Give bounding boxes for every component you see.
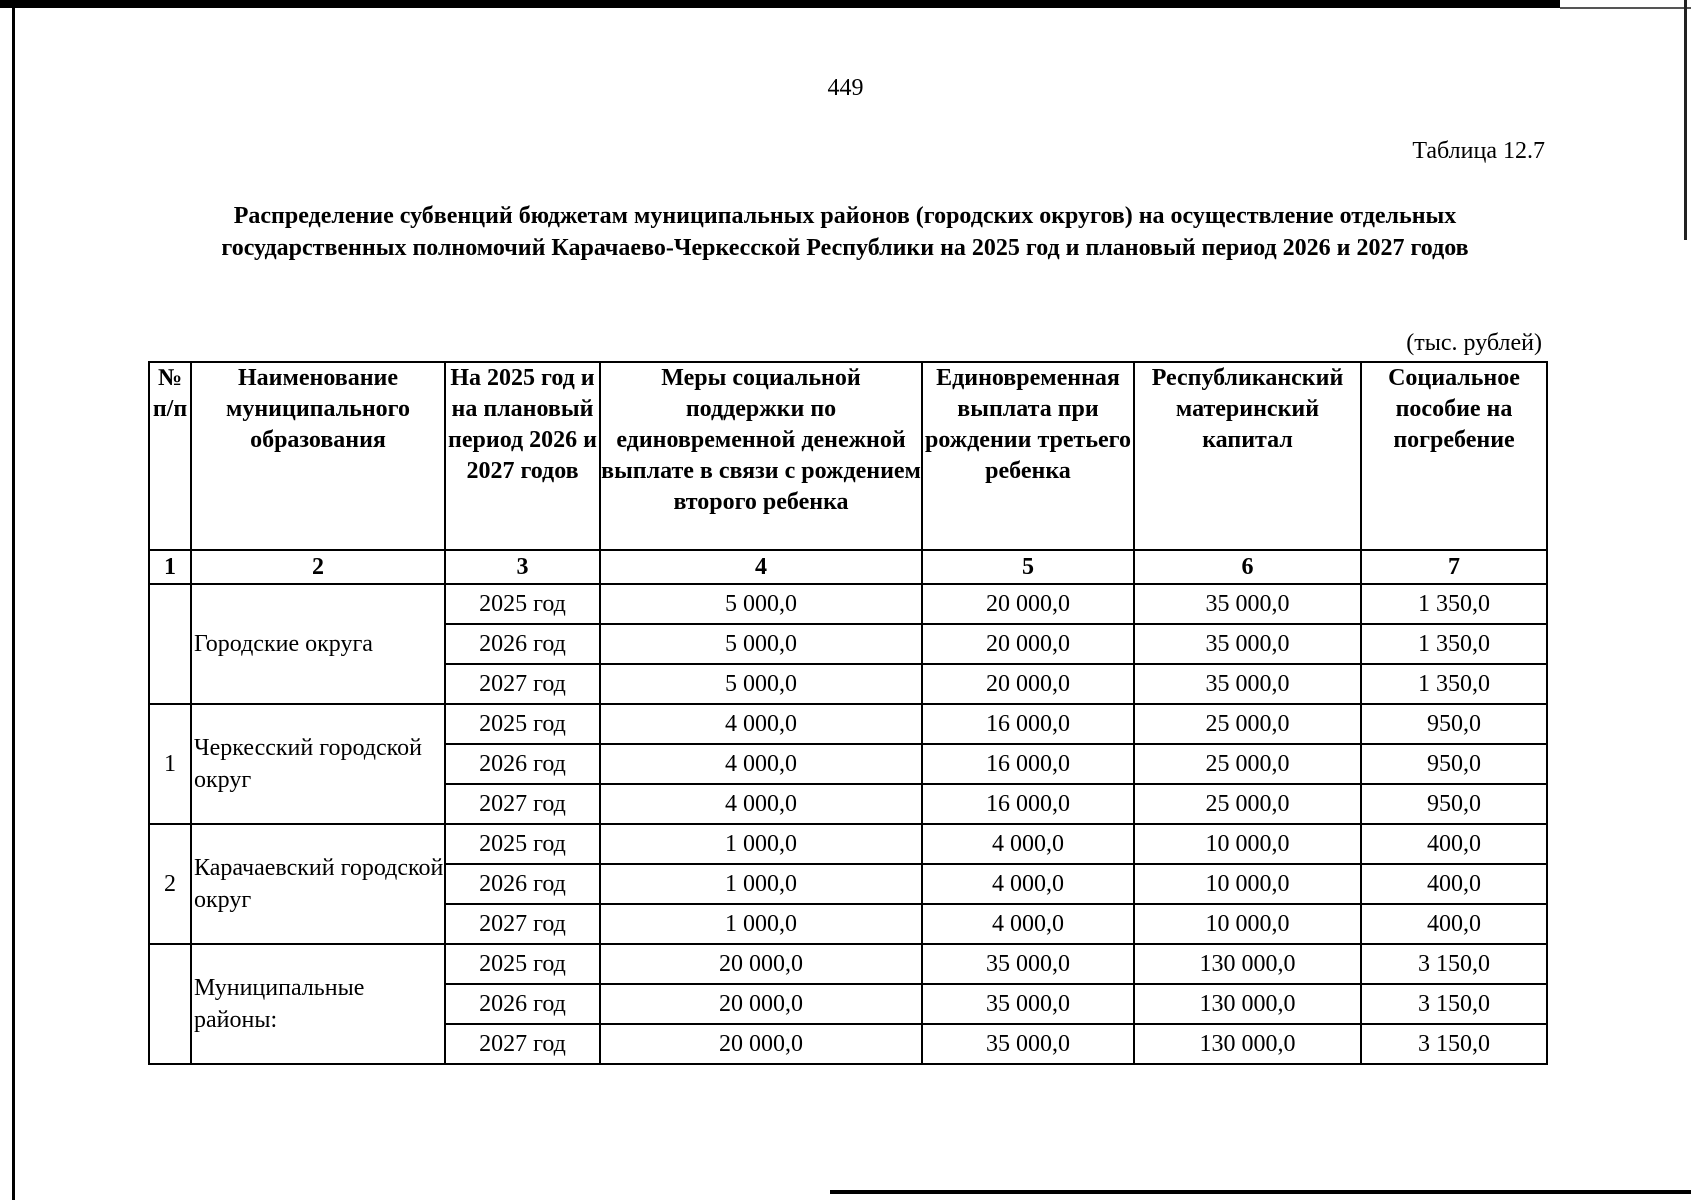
year-cell: 2025 год: [445, 824, 600, 864]
subvention-table: [148, 361, 1548, 1065]
value-cell: 1 000,0: [600, 824, 922, 864]
year-cell: 2025 год: [445, 584, 600, 624]
page-number: 449: [827, 75, 864, 101]
value-cell: 400,0: [1361, 904, 1547, 944]
column-number: 2: [191, 550, 445, 584]
value-cell: 4 000,0: [600, 704, 922, 744]
value-cell: 5 000,0: [600, 664, 922, 704]
value-cell: 4 000,0: [922, 824, 1134, 864]
scan-bottom-edge: [830, 1190, 1691, 1194]
scan-top-edge: [0, 0, 1560, 8]
value-cell: 950,0: [1361, 744, 1547, 784]
value-cell: 35 000,0: [922, 984, 1134, 1024]
scan-right-edge: [1684, 0, 1687, 240]
scan-top-edge-thin: [1560, 7, 1691, 9]
header-cell: № п/п: [149, 362, 191, 550]
value-cell: 16 000,0: [922, 784, 1134, 824]
value-cell: 1 350,0: [1361, 584, 1547, 624]
value-cell: 25 000,0: [1134, 744, 1361, 784]
value-cell: 20 000,0: [922, 664, 1134, 704]
value-cell: 1 350,0: [1361, 624, 1547, 664]
year-cell: 2027 год: [445, 1024, 600, 1064]
value-cell: 950,0: [1361, 704, 1547, 744]
header-cell: Социальное пособие на погребение: [1361, 362, 1547, 550]
value-cell: 20 000,0: [600, 984, 922, 1024]
table-row: [149, 704, 1547, 744]
value-cell: 130 000,0: [1134, 1024, 1361, 1064]
year-cell: 2027 год: [445, 664, 600, 704]
header-cell: Республиканский материнский капитал: [1134, 362, 1361, 550]
year-cell: 2026 год: [445, 624, 600, 664]
units-label: (тыс. рублей): [1406, 330, 1542, 356]
value-cell: 400,0: [1361, 824, 1547, 864]
value-cell: 10 000,0: [1134, 824, 1361, 864]
value-cell: 35 000,0: [1134, 664, 1361, 704]
column-number: 3: [445, 550, 600, 584]
column-number: 4: [600, 550, 922, 584]
value-cell: 950,0: [1361, 784, 1547, 824]
municipality-name: Городские округа: [191, 584, 445, 704]
year-cell: 2026 год: [445, 984, 600, 1024]
year-cell: 2025 год: [445, 944, 600, 984]
value-cell: 35 000,0: [922, 1024, 1134, 1064]
header-cell: На 2025 год и на плановый период 2026 и 2027 годов: [445, 362, 600, 550]
row-number: [149, 584, 191, 704]
value-cell: 130 000,0: [1134, 984, 1361, 1024]
table-row: [149, 944, 1547, 984]
value-cell: 4 000,0: [600, 744, 922, 784]
value-cell: 1 350,0: [1361, 664, 1547, 704]
header-cell: Единовременная выплата при рождении третьего ребенка: [922, 362, 1134, 550]
column-number: 5: [922, 550, 1134, 584]
value-cell: 400,0: [1361, 864, 1547, 904]
value-cell: 16 000,0: [922, 704, 1134, 744]
value-cell: 20 000,0: [922, 584, 1134, 624]
scan-left-edge: [12, 0, 15, 1200]
value-cell: 10 000,0: [1134, 864, 1361, 904]
value-cell: 35 000,0: [922, 944, 1134, 984]
value-cell: 20 000,0: [600, 1024, 922, 1064]
value-cell: 20 000,0: [922, 624, 1134, 664]
year-cell: 2026 год: [445, 864, 600, 904]
column-number-row: [149, 550, 1547, 584]
municipality-name: Муниципальные районы:: [191, 944, 445, 1064]
header-cell: Наименование муниципального образования: [191, 362, 445, 550]
header-cell: Меры социальной поддержки по единовременной денежной выплате в связи с рождением второго ребенка: [600, 362, 922, 550]
value-cell: 5 000,0: [600, 624, 922, 664]
value-cell: 3 150,0: [1361, 944, 1547, 984]
value-cell: 1 000,0: [600, 864, 922, 904]
table-row: [149, 824, 1547, 864]
municipality-name: Карачаевский городской округ: [191, 824, 445, 944]
value-cell: 130 000,0: [1134, 944, 1361, 984]
value-cell: 20 000,0: [600, 944, 922, 984]
value-cell: 25 000,0: [1134, 784, 1361, 824]
value-cell: 5 000,0: [600, 584, 922, 624]
column-number: 7: [1361, 550, 1547, 584]
year-cell: 2026 год: [445, 744, 600, 784]
table-label: Таблица 12.7: [1412, 138, 1545, 164]
value-cell: 16 000,0: [922, 744, 1134, 784]
row-number: 2: [149, 824, 191, 944]
column-number: 6: [1134, 550, 1361, 584]
value-cell: 10 000,0: [1134, 904, 1361, 944]
row-number: 1: [149, 704, 191, 824]
table-row: [149, 584, 1547, 624]
header-row: [149, 362, 1547, 550]
document-title: Распределение субвенций бюджетам муниципальных районов (городских округов) на осуществление отдельных государственных полномочий Карачаево-Черкесской Республики на 2025 год и плановый период 2026 и 2027 годов: [221, 203, 1469, 261]
value-cell: 3 150,0: [1361, 984, 1547, 1024]
value-cell: 1 000,0: [600, 904, 922, 944]
row-number: [149, 944, 191, 1064]
year-cell: 2027 год: [445, 904, 600, 944]
value-cell: 25 000,0: [1134, 704, 1361, 744]
value-cell: 4 000,0: [922, 904, 1134, 944]
value-cell: 4 000,0: [922, 864, 1134, 904]
value-cell: 3 150,0: [1361, 1024, 1547, 1064]
value-cell: 35 000,0: [1134, 584, 1361, 624]
column-number: 1: [149, 550, 191, 584]
value-cell: 4 000,0: [600, 784, 922, 824]
year-cell: 2027 год: [445, 784, 600, 824]
municipality-name: Черкесский городской округ: [191, 704, 445, 824]
year-cell: 2025 год: [445, 704, 600, 744]
value-cell: 35 000,0: [1134, 624, 1361, 664]
